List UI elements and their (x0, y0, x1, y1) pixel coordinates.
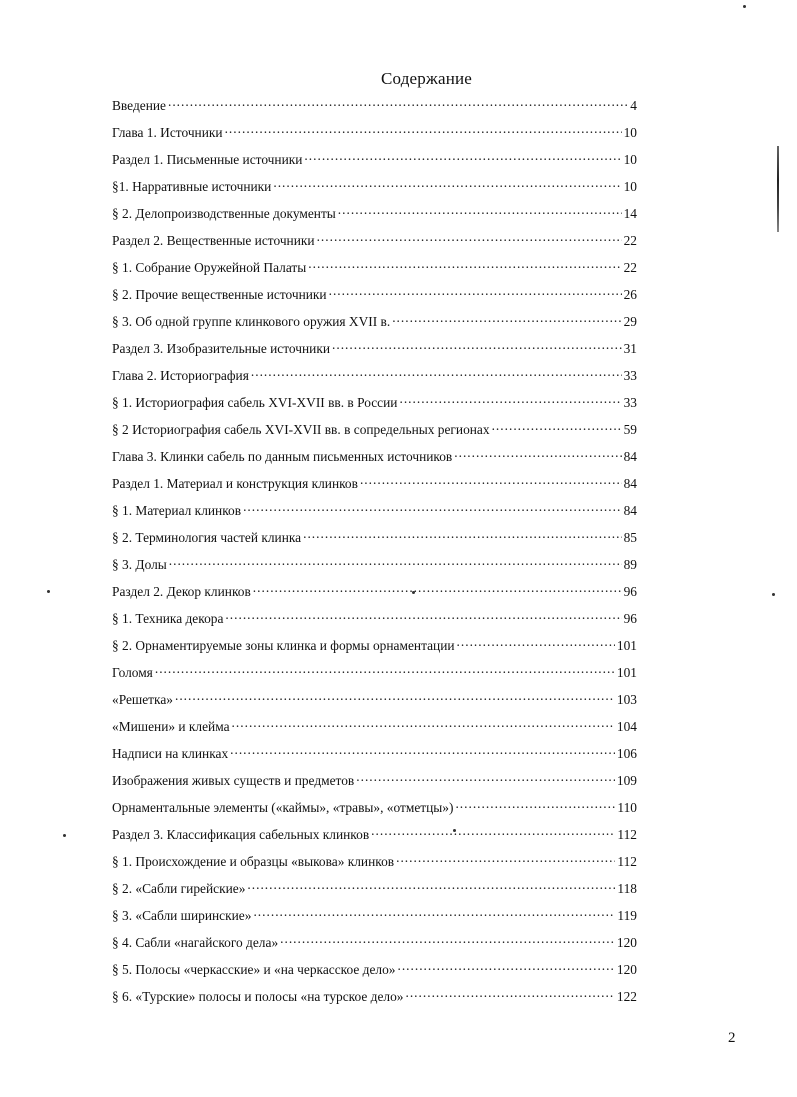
toc-entry-label: Раздел 2. Декор клинков (112, 584, 251, 599)
toc-leader-dots (492, 420, 622, 434)
toc-entry (112, 825, 637, 852)
scan-speck (63, 834, 66, 837)
toc-entry-page: 110 (617, 800, 637, 815)
toc-entry-label: § 1. Историография сабель XVI-XVII вв. в России (112, 395, 398, 410)
toc-entry-page: 10 (623, 152, 637, 167)
toc-entry (112, 987, 637, 1014)
toc-leader-dots (232, 717, 615, 731)
toc-entry-label: § 5. Полосы «черкасские» и «на черкасское дело» (112, 962, 396, 977)
toc-leader-dots (303, 528, 622, 542)
toc-entry-page: 101 (616, 638, 637, 653)
toc-leader-dots (317, 231, 622, 245)
toc-entry-page: 22 (623, 233, 637, 248)
toc-entry-page: 22 (623, 260, 637, 275)
toc-leader-dots (405, 987, 614, 1001)
toc-entry-page: 14 (623, 206, 637, 221)
toc-entry-label: Орнаментальные элементы («каймы», «травы», «отметцы») (112, 800, 454, 815)
toc-entry-page: 120 (616, 962, 637, 977)
toc-entry-label: Глава 1. Источники (112, 125, 223, 140)
toc-entry-label: Раздел 3. Классификация сабельных клинков (112, 827, 370, 842)
toc-leader-dots (396, 852, 615, 866)
toc-entry-label: «Решетка» (112, 692, 173, 707)
toc-entry-label: Глава 2. Историография (112, 368, 249, 383)
toc-entry (112, 609, 637, 636)
toc-leader-dots (329, 285, 622, 299)
toc-entry-label: Раздел 2. Вещественные источники (112, 233, 315, 248)
toc-entry (112, 852, 637, 879)
toc-leader-dots (155, 663, 615, 677)
scan-speck (743, 5, 746, 8)
toc-leader-dots (371, 825, 615, 839)
toc-entry-page: 120 (616, 935, 637, 950)
toc-leader-dots (455, 798, 615, 812)
toc-leader-dots (308, 258, 621, 272)
toc-entry-label: Раздел 1. Материал и конструкция клинков (112, 476, 358, 491)
toc-entry (112, 312, 637, 339)
toc-entry-label: § 2. Делопроизводственные документы (112, 206, 336, 221)
toc-entry (112, 204, 637, 231)
toc-entry-page: 84 (623, 449, 637, 464)
toc-entry-page: 112 (617, 854, 637, 869)
toc-leader-dots (230, 744, 615, 758)
toc-leader-dots (356, 771, 615, 785)
toc-entry-page: 89 (623, 557, 637, 572)
toc-entry-label: § 2 Историография сабель XVI-XVII вв. в сопредельных регионах (112, 422, 490, 437)
toc-entry (112, 744, 637, 771)
toc-entry (112, 420, 637, 447)
toc-entry (112, 528, 637, 555)
toc-leader-dots (169, 555, 622, 569)
toc-entry (112, 177, 637, 204)
toc-entry (112, 582, 637, 609)
toc-entry (112, 798, 637, 825)
page-number: 2 (728, 1030, 736, 1046)
toc-entry (112, 96, 637, 123)
page-title: Содержание (380, 69, 473, 88)
toc-leader-dots (392, 312, 621, 326)
toc-entry-label: Введение (112, 98, 166, 113)
toc-entry-label: § 1. Материал клинков (112, 503, 242, 518)
toc-entry-page: 106 (616, 746, 637, 761)
toc-entry (112, 258, 637, 285)
toc-leader-dots (399, 393, 621, 407)
toc-entry (112, 474, 637, 501)
toc-leader-dots (251, 366, 622, 380)
toc-entry (112, 879, 637, 906)
toc-leader-dots (243, 501, 622, 515)
toc-entry-label: § 2. Терминология частей клинка (112, 530, 302, 545)
toc-entry-page: 85 (623, 530, 637, 545)
toc-entry-label: Надписи на клинках (112, 746, 229, 761)
toc-entry-page: 84 (623, 503, 637, 518)
toc-entry (112, 339, 637, 366)
toc-entry-label: § 3. Долы (112, 557, 167, 572)
toc-entry (112, 150, 637, 177)
toc-leader-dots (280, 933, 615, 947)
toc-leader-dots (332, 339, 622, 353)
toc-leader-dots (304, 150, 621, 164)
toc-leader-dots (225, 123, 622, 137)
toc-entry (112, 906, 637, 933)
toc-leader-dots (397, 960, 614, 974)
scan-speck (412, 591, 415, 594)
toc-entry (112, 231, 637, 258)
toc-entry (112, 933, 637, 960)
scan-speck (453, 829, 456, 832)
toc-entry-label: §1. Нарративные источники (112, 179, 272, 194)
toc-entry-label: § 1. Собрание Оружейной Палаты (112, 260, 307, 275)
toc-entry-page: 103 (616, 692, 637, 707)
toc-entry-page: 26 (623, 287, 637, 302)
toc-leader-dots (175, 690, 615, 704)
toc-entry-page: 122 (616, 989, 637, 1004)
toc-entry-page: 59 (623, 422, 637, 437)
toc-entry (112, 123, 637, 150)
toc-entry-page: 96 (623, 611, 637, 626)
table-of-contents (112, 96, 637, 1014)
toc-entry-page: 33 (623, 395, 637, 410)
toc-entry (112, 663, 637, 690)
toc-entry-page: 4 (630, 98, 637, 113)
toc-entry-page: 96 (623, 584, 637, 599)
toc-entry-page: 104 (616, 719, 637, 734)
scan-margin-mark (777, 146, 779, 232)
toc-entry-label: § 1. Техника декора (112, 611, 224, 626)
scan-speck (47, 590, 50, 593)
toc-entry-label: § 2. Прочие вещественные источники (112, 287, 327, 302)
toc-entry (112, 501, 637, 528)
toc-leader-dots (273, 177, 621, 191)
scan-speck (772, 593, 775, 596)
toc-leader-dots (454, 447, 621, 461)
toc-leader-dots (338, 204, 622, 218)
toc-entry-label: Раздел 1. Письменные источники (112, 152, 303, 167)
toc-entry (112, 366, 637, 393)
toc-entry-page: 29 (623, 314, 637, 329)
toc-leader-dots (225, 609, 621, 623)
toc-entry-label: § 4. Сабли «нагайского дела» (112, 935, 279, 950)
toc-entry (112, 771, 637, 798)
toc-entry (112, 960, 637, 987)
toc-entry-page: 109 (616, 773, 637, 788)
toc-entry-page: 10 (623, 179, 637, 194)
toc-entry-page: 118 (617, 881, 637, 896)
toc-leader-dots (247, 879, 615, 893)
toc-entry-page: 84 (623, 476, 637, 491)
toc-entry-page: 10 (623, 125, 637, 140)
toc-leader-dots (457, 636, 615, 650)
toc-entry-label: § 2. Орнаментируемые зоны клинка и формы орнаментации (112, 638, 455, 653)
toc-leader-dots (253, 906, 615, 920)
toc-entry (112, 447, 637, 474)
toc-entry-page: 33 (623, 368, 637, 383)
toc-entry (112, 717, 637, 744)
toc-entry-label: Изображения живых существ и предметов (112, 773, 355, 788)
toc-entry-page: 31 (623, 341, 637, 356)
toc-leader-dots (253, 582, 622, 596)
toc-entry-page: 112 (617, 827, 637, 842)
toc-entry-page: 101 (616, 665, 637, 680)
toc-entry-label: § 3. Об одной группе клинкового оружия XVII в. (112, 314, 391, 329)
toc-entry-label: § 1. Происхождение и образцы «выкова» клинков (112, 854, 395, 869)
toc-entry (112, 690, 637, 717)
toc-entry (112, 555, 637, 582)
toc-entry-label: § 2. «Сабли гирейские» (112, 881, 246, 896)
toc-entry (112, 393, 637, 420)
toc-entry-label: § 6. «Турские» полосы и полосы «на турское дело» (112, 989, 404, 1004)
toc-leader-dots (360, 474, 622, 488)
toc-entry (112, 285, 637, 312)
toc-entry-label: Глава 3. Клинки сабель по данным письменных источников (112, 449, 453, 464)
toc-entry-page: 119 (617, 908, 637, 923)
toc-entry-label: Раздел 3. Изобразительные источники (112, 341, 331, 356)
toc-entry-label: «Мишени» и клейма (112, 719, 230, 734)
toc-entry-label: § 3. «Сабли ширинские» (112, 908, 252, 923)
toc-entry-label: Голомя (112, 665, 153, 680)
toc-leader-dots (168, 96, 628, 110)
toc-entry (112, 636, 637, 663)
